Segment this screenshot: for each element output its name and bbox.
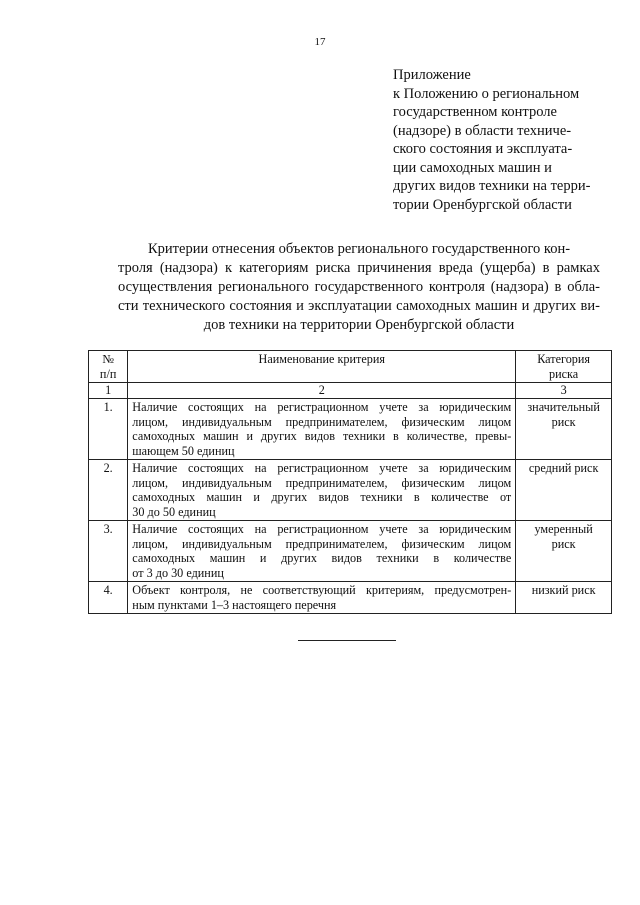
criterion-line: шающем 50 единиц: [132, 443, 235, 458]
page-number: 17: [314, 36, 326, 48]
appendix-line: Приложение: [393, 67, 471, 83]
appendix-line: к Положению о региональном: [393, 85, 580, 102]
criteria-table: [88, 350, 612, 614]
criterion-line: лицом, индивидуальным предпринимателем, физическим лицом: [132, 536, 512, 551]
table-row: [89, 460, 612, 521]
column-index: 2: [128, 383, 516, 399]
appendix-line: ского состояния и эксплуата-: [393, 141, 573, 157]
criterion-line: 30 до 50 единиц: [132, 504, 216, 519]
row-number: 3.: [89, 521, 128, 582]
header-number: [89, 351, 128, 383]
risk-category-line: низкий риск: [531, 583, 596, 597]
criterion-line: самоходных машин и других видов техники в количестве от: [132, 490, 512, 504]
criterion-line: Объект контроля, не соответствующий критериям, предусмотрен-: [132, 583, 512, 597]
appendix-line: (надзоре) в области техниче-: [393, 122, 572, 139]
appendix-reference: [393, 66, 608, 214]
title-line: Критерии отнесения объектов регионального государственного кон-: [148, 241, 571, 257]
header-criterion-name: Наименование критерия: [128, 351, 516, 383]
criterion-name: [128, 460, 516, 521]
criterion-name: [128, 399, 516, 460]
appendix-line: государственном контроле: [393, 104, 557, 120]
criterion-line: лицом, индивидуальным предпринимателем, физическим лицом: [132, 414, 512, 429]
header-number-line: п/п: [99, 366, 117, 381]
header-category-line: риска: [549, 366, 579, 381]
column-index: 3: [516, 383, 612, 399]
criterion-name: [128, 521, 516, 582]
criterion-line: самоходных машин и других видов техники в количестве, превы-: [132, 429, 512, 443]
criterion-line: Наличие состоящих на регистрационном учете за юридическим: [132, 400, 512, 414]
header-risk-category: [516, 351, 612, 383]
table-row: [89, 521, 612, 582]
header-number-line: №: [102, 352, 114, 366]
criterion-line: лицом, индивидуальным предпринимателем, физическим лицом: [132, 475, 512, 490]
risk-category: [516, 582, 612, 614]
criterion-line: самоходных машин и других видов техники в количестве: [132, 551, 512, 565]
title-line: сти технического состояния и эксплуатации самоходных машин и других ви-: [118, 298, 600, 314]
table-header-row: [89, 351, 612, 383]
risk-category-line: значительный: [527, 400, 600, 414]
title-line: дов техники на территории Оренбургской области: [203, 317, 515, 333]
risk-category-line: риск: [551, 414, 576, 429]
risk-category: [516, 399, 612, 460]
row-number: 4.: [89, 582, 128, 614]
criterion-line: Наличие состоящих на регистрационном учете за юридическим: [132, 522, 512, 536]
title-line: троля (надзора) к категориям риска причинения вреда (ущерба) в рамках: [118, 260, 600, 276]
risk-category: [516, 521, 612, 582]
document-title: [118, 240, 600, 335]
risk-category-line: средний риск: [528, 461, 599, 475]
row-number: 1.: [89, 399, 128, 460]
table-row: [89, 582, 612, 614]
column-index: 1: [89, 383, 128, 399]
end-divider: [298, 640, 396, 641]
risk-category-line: умеренный: [534, 522, 593, 536]
appendix-line: тории Оренбургской области: [393, 196, 572, 213]
risk-category-line: риск: [551, 536, 576, 551]
criterion-line: от 3 до 30 единиц: [132, 565, 224, 580]
row-number: 2.: [89, 460, 128, 521]
title-line: осуществления регионального государственного контроля (надзора) в обла-: [118, 279, 600, 295]
criterion-line: Наличие состоящих на регистрационном учете за юридическим: [132, 461, 512, 475]
risk-category: [516, 460, 612, 521]
criterion-name: [128, 582, 516, 614]
appendix-line: других видов техники на терри-: [393, 178, 591, 194]
criterion-line: ным пунктами 1–3 настоящего перечня: [132, 597, 337, 612]
table-row: [89, 399, 612, 460]
column-index-row: [89, 383, 612, 399]
header-category-line: Категория: [537, 352, 591, 366]
appendix-line: ции самоходных машин и: [393, 159, 552, 176]
